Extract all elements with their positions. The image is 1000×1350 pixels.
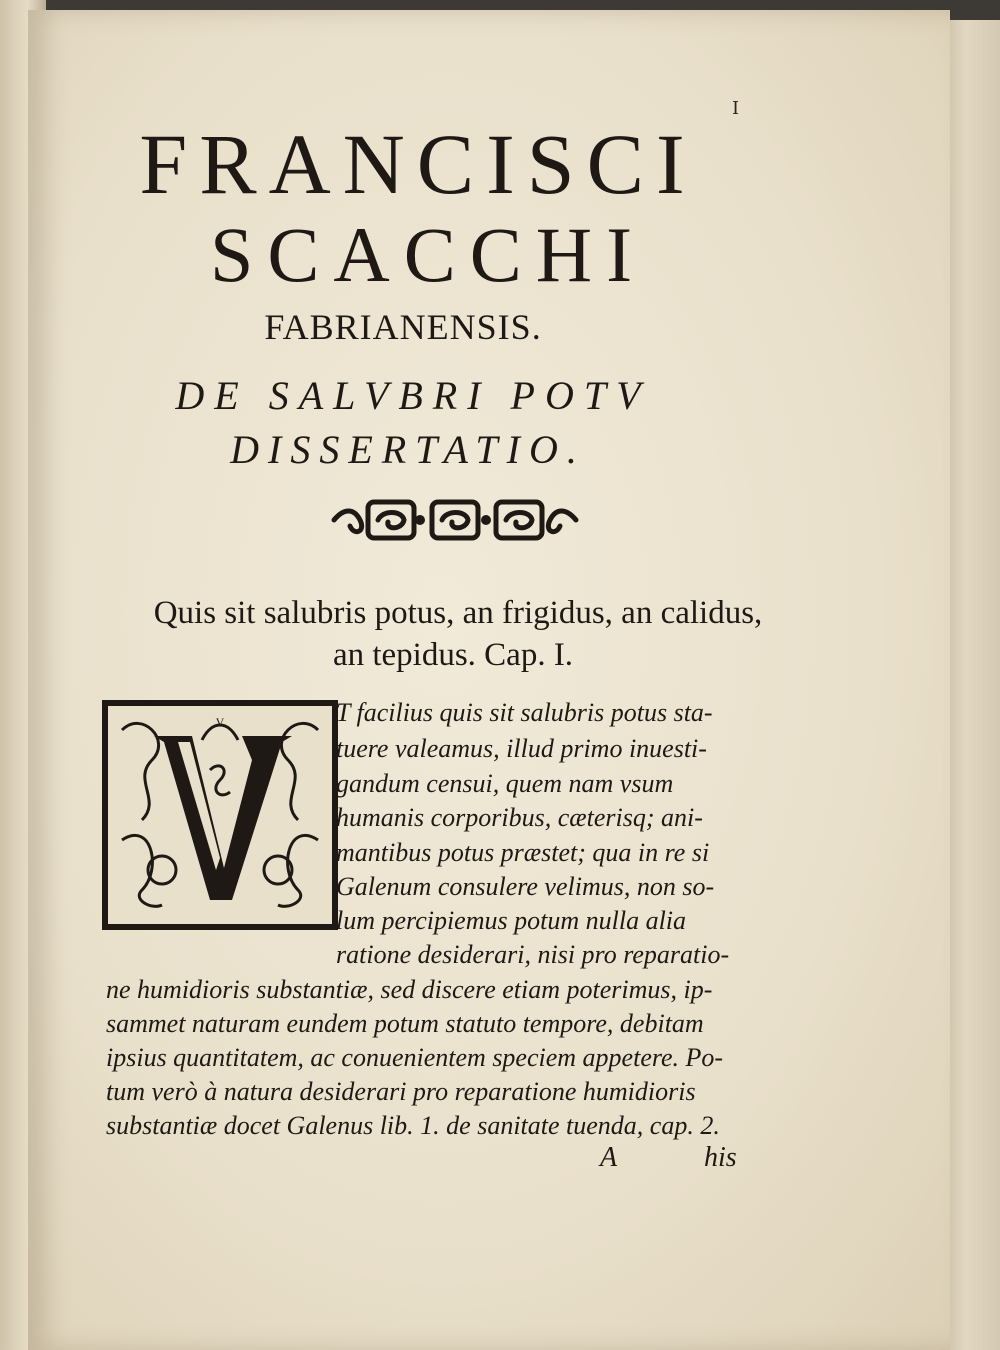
chapter-heading-line-1: Quis sit salubris potus, an frigidus, an calidus, [153, 595, 763, 631]
body-line: lum percipiemus potum nulla alia [336, 906, 687, 935]
body-line: T facilius quis sit salubris potus sta- [336, 698, 713, 727]
body-line: tuere valeamus, illud primo inuesti- [336, 734, 707, 763]
body-line: ipsius quantitatem, ac conuenientem speciem appetere. Po- [106, 1043, 724, 1072]
title-dissertatio: DISSERTATIO. [230, 427, 586, 472]
body-line: mantibus potus præstet; qua in re si [336, 838, 710, 867]
body-line: ne humidioris substantiæ, sed discere etiam poterimus, ip- [106, 975, 713, 1004]
decorated-initial [102, 700, 338, 930]
body-line: substantiæ docet Galenus lib. 1. de sanitate tuenda, cap. 2. [106, 1111, 720, 1140]
body-line: Galenum consulere velimus, non so- [336, 872, 715, 901]
title-subject: DE SALVBRI POTV [175, 373, 651, 418]
body-line: humanis corporibus, cæterisq; ani- [336, 803, 703, 832]
title-origin: FABRIANENSIS. [264, 307, 542, 347]
book-page [28, 10, 950, 1350]
decorated-initial-letter: V [215, 715, 225, 729]
body-line: sammet naturam eundem potum statuto tempore, debitam [106, 1009, 704, 1038]
book-right-edge [942, 20, 1000, 1350]
body-line: ratione desiderari, nisi pro reparatio- [336, 940, 730, 969]
body-line: gandum censui, quem nam vsum [336, 769, 674, 798]
headpiece-ornament [330, 492, 580, 548]
chapter-heading-line-2: an tepidus. Cap. I. [332, 637, 574, 673]
body-line: tum verò à natura desiderari pro reparatione humidioris [106, 1077, 696, 1106]
title-author-last: SCACCHI [209, 211, 647, 298]
catchword: his [704, 1142, 737, 1173]
folio-mark: I [732, 98, 740, 119]
signature-mark: A [600, 1142, 618, 1173]
title-author-first: FRANCISCI [139, 116, 697, 212]
